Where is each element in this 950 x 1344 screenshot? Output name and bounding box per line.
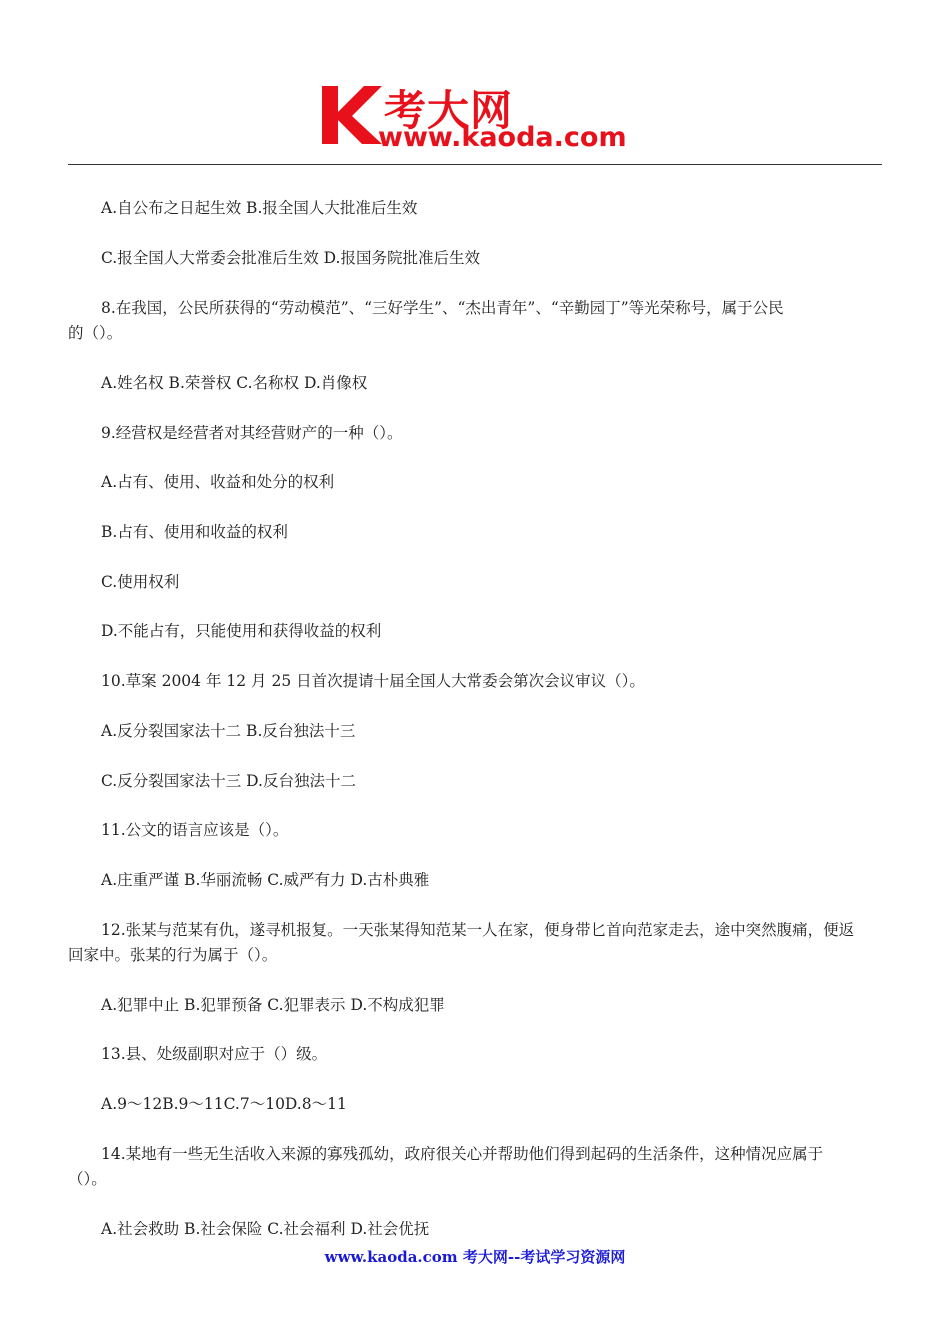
logo-text: 考大网 xyxy=(384,86,514,135)
question-11: 11.公文的语言应该是（）。 xyxy=(101,821,289,839)
question-13: 13.县、处级副职对应于（）级。 xyxy=(101,1045,328,1063)
header-divider xyxy=(68,164,882,165)
text-line: A.犯罪中止 B.犯罪预备 C.犯罪表示 D.不构成犯罪 xyxy=(101,996,445,1014)
question-9: 9.经营权是经营者对其经营财产的一种（）。 xyxy=(101,424,403,442)
footer-link[interactable]: www.kaoda.com 考大网--考试学习资源网 xyxy=(324,1248,626,1266)
text-line: A.姓名权 B.荣誉权 C.名称权 D.肖像权 xyxy=(101,374,368,392)
text-line: C.反分裂国家法十三 D.反台独法十二 xyxy=(101,772,356,790)
question-12: 12.张某与范某有仇，遂寻机报复。一天张某得知范某一人在家，便身带匕首向范家走去，途中突然腹痛，便返 xyxy=(101,921,855,939)
text-line: D.不能占有，只能使用和获得收益的权利 xyxy=(101,622,382,640)
question-14: 14.某地有一些无生活收入来源的寡残孤幼，政府很关心并帮助他们得到起码的生活条件，这种情况应属于 xyxy=(101,1145,824,1163)
logo-url: www.kaoda.com xyxy=(378,122,627,153)
text-line: A.反分裂国家法十二 B.反台独法十三 xyxy=(101,722,356,740)
text-line: 回家中。张某的行为属于（）。 xyxy=(68,946,278,964)
text-line: （）。 xyxy=(68,1170,107,1188)
text-line: A.社会救助 B.社会保险 C.社会福利 D.社会优抚 xyxy=(101,1220,430,1238)
text-line: A.庄重严谨 B.华丽流畅 C.威严有力 D.古朴典雅 xyxy=(101,871,430,889)
text-line: C.报全国人大常委会批准后生效 D.报国务院批准后生效 xyxy=(101,249,480,267)
text-line: A.9～12B.9～11C.7～10D.8～11 xyxy=(101,1095,347,1113)
site-logo[interactable] xyxy=(318,82,648,154)
text-line: 的（）。 xyxy=(68,324,123,342)
text-line: A.自公布之日起生效 B.报全国人大批准后生效 xyxy=(101,199,418,217)
question-8: 8.在我国，公民所获得的“劳动模范”、“三好学生”、“杰出青年”、“辛勤园丁”等光荣称号，属于公民 xyxy=(101,299,784,317)
text-line: B.占有、使用和收益的权利 xyxy=(101,523,288,541)
question-10: 10.草案 2004 年 12 月 25 日首次提请十届全国人大常委会第次会议审议（）。 xyxy=(101,672,645,690)
text-line: A.占有、使用、收益和处分的权利 xyxy=(101,473,335,491)
page-header xyxy=(0,0,950,166)
text-line: C.使用权利 xyxy=(101,573,180,591)
